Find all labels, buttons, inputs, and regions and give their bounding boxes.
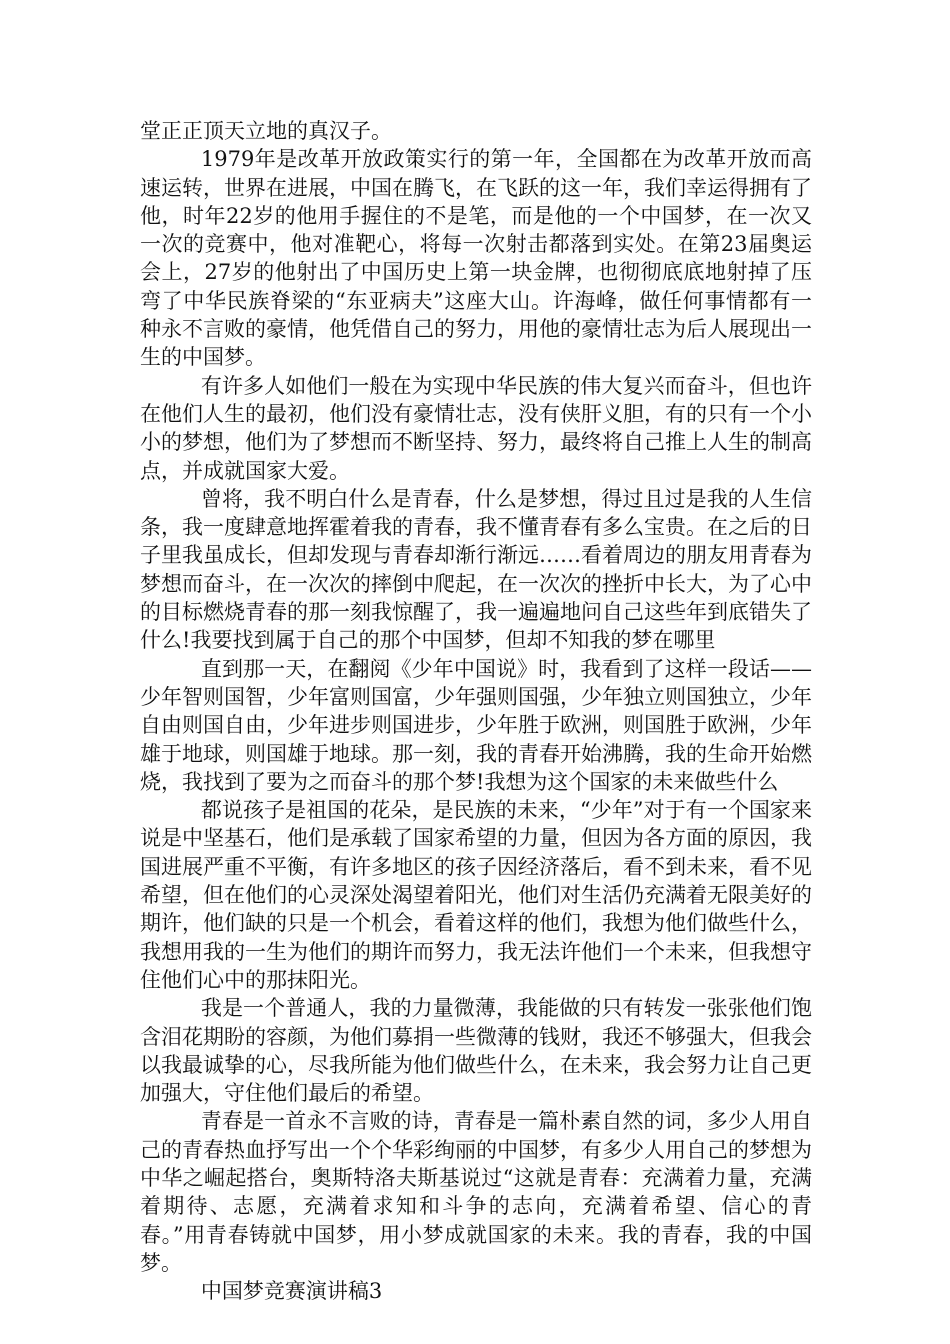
paragraph-youth-reflection: 曾将，我不明白什么是青春，什么是梦想，得过且过是我的人生信条，我一度肆意地挥霍着我的青春，我不懂青春有多么宝贵。在之后的日子里我虽成长，但却发现与青春却渐行渐远……看着周边的朋友用青春为梦想而奋斗，在一次次的摔倒中爬起，在一次次的挫折中长大，为了心中的目标燃烧青春的那一刻我惊醒了，我一遍遍地问自己这些年到底错失了什么!我要找到属于自己的那个中国梦，但却不知我的梦在哪里 xyxy=(140,486,812,653)
paragraph-continuation: 堂正正顶天立地的真汉子。 xyxy=(140,119,392,143)
paragraph-young-china: 直到那一天，在翻阅《少年中国说》时，我看到了这样一段话——少年智则国智，少年富则国富，少年强则国强，少年独立则国独立，少年自由则国自由，少年进步则国进步，少年胜于欧洲，则国胜于欧洲，少年雄于地球，则国雄于地球。那一刻，我的青春开始沸腾，我的生命开始燃烧，我找到了要为之而奋斗的那个梦!我想为这个国家的未来做些什么 xyxy=(140,656,812,794)
paragraph-youth-poem: 青春是一首永不言败的诗，青春是一篇朴素自然的词，多少人用自己的青春热血抒写出一个个华彩绚丽的中国梦，有多少人用自己的梦想为中华之崛起搭台，奥斯特洛夫斯基说过“这就是青春：充满着力量，充满着期待、志愿，充满着求知和斗争的志向，充满着希望、信心的青春。”用青春铸就中国梦，用小梦成就国家的未来。我的青春，我的中国梦。 xyxy=(140,1109,812,1275)
paragraph-children-future: 都说孩子是祖国的花朵，是民族的未来，“少年”对于有一个国家来说是中坚基石，他们是承载了国家希望的力量，但因为各方面的原因，我国进展严重不平衡，有许多地区的孩子因经济落后，看不到未来，看不见希望，但在他们的心灵深处渴望着阳光，他们对生活仍充满着无限美好的期许，他们缺的只是一个机会，看着这样的他们，我想为他们做些什么，我想用我的一生为他们的期许而努力，我无法许他们一个未来，但我想守住他们心中的那抹阳光。 xyxy=(140,798,812,992)
paragraph-ordinary-person: 我是一个普通人，我的力量微薄，我能做的只有转发一张张他们饱含泪花期盼的容颜，为他们募捐一些微薄的钱财，我还不够强大，但我会以我最诚挚的心，尽我所能为他们做些什么，在未来，我会努力让自己更加强大，守住他们最后的希望。 xyxy=(140,996,812,1106)
document-body xyxy=(140,117,812,1305)
paragraph-many-people: 有许多人如他们一般在为实现中华民族的伟大复兴而奋斗，但也许在他们人生的最初，他们没有豪情壮志，没有侠肝义胆，有的只有一个小小的梦想，他们为了梦想而不断坚持、努力，最终将自己推上人生的制高点，并成就国家大爱。 xyxy=(140,373,812,483)
section-heading: 中国梦竞赛演讲稿3 xyxy=(200,1279,383,1304)
paragraph-xu-haifeng: 1979年是改革开放政策实行的第一年，全国都在为改革开放而高速运转，世界在进展，中国在腾飞，在飞跃的这一年，我们幸运得拥有了他，时年22岁的他用手握住的不是笔，而是他的一个中国梦，在一次又一次的竞赛中，他对准靶心，将每一次射击都落到实处。在第23届奥运会上，27岁的他射出了中国历史上第一块金牌，也彻彻底底地射掉了压弯了中华民族脊梁的“东亚病夫”这座大山。许海峰，做任何事情都有一种永不言败的豪情，他凭借自己的努力，用他的豪情壮志为后人展现出一生的中国梦。 xyxy=(140,147,812,370)
